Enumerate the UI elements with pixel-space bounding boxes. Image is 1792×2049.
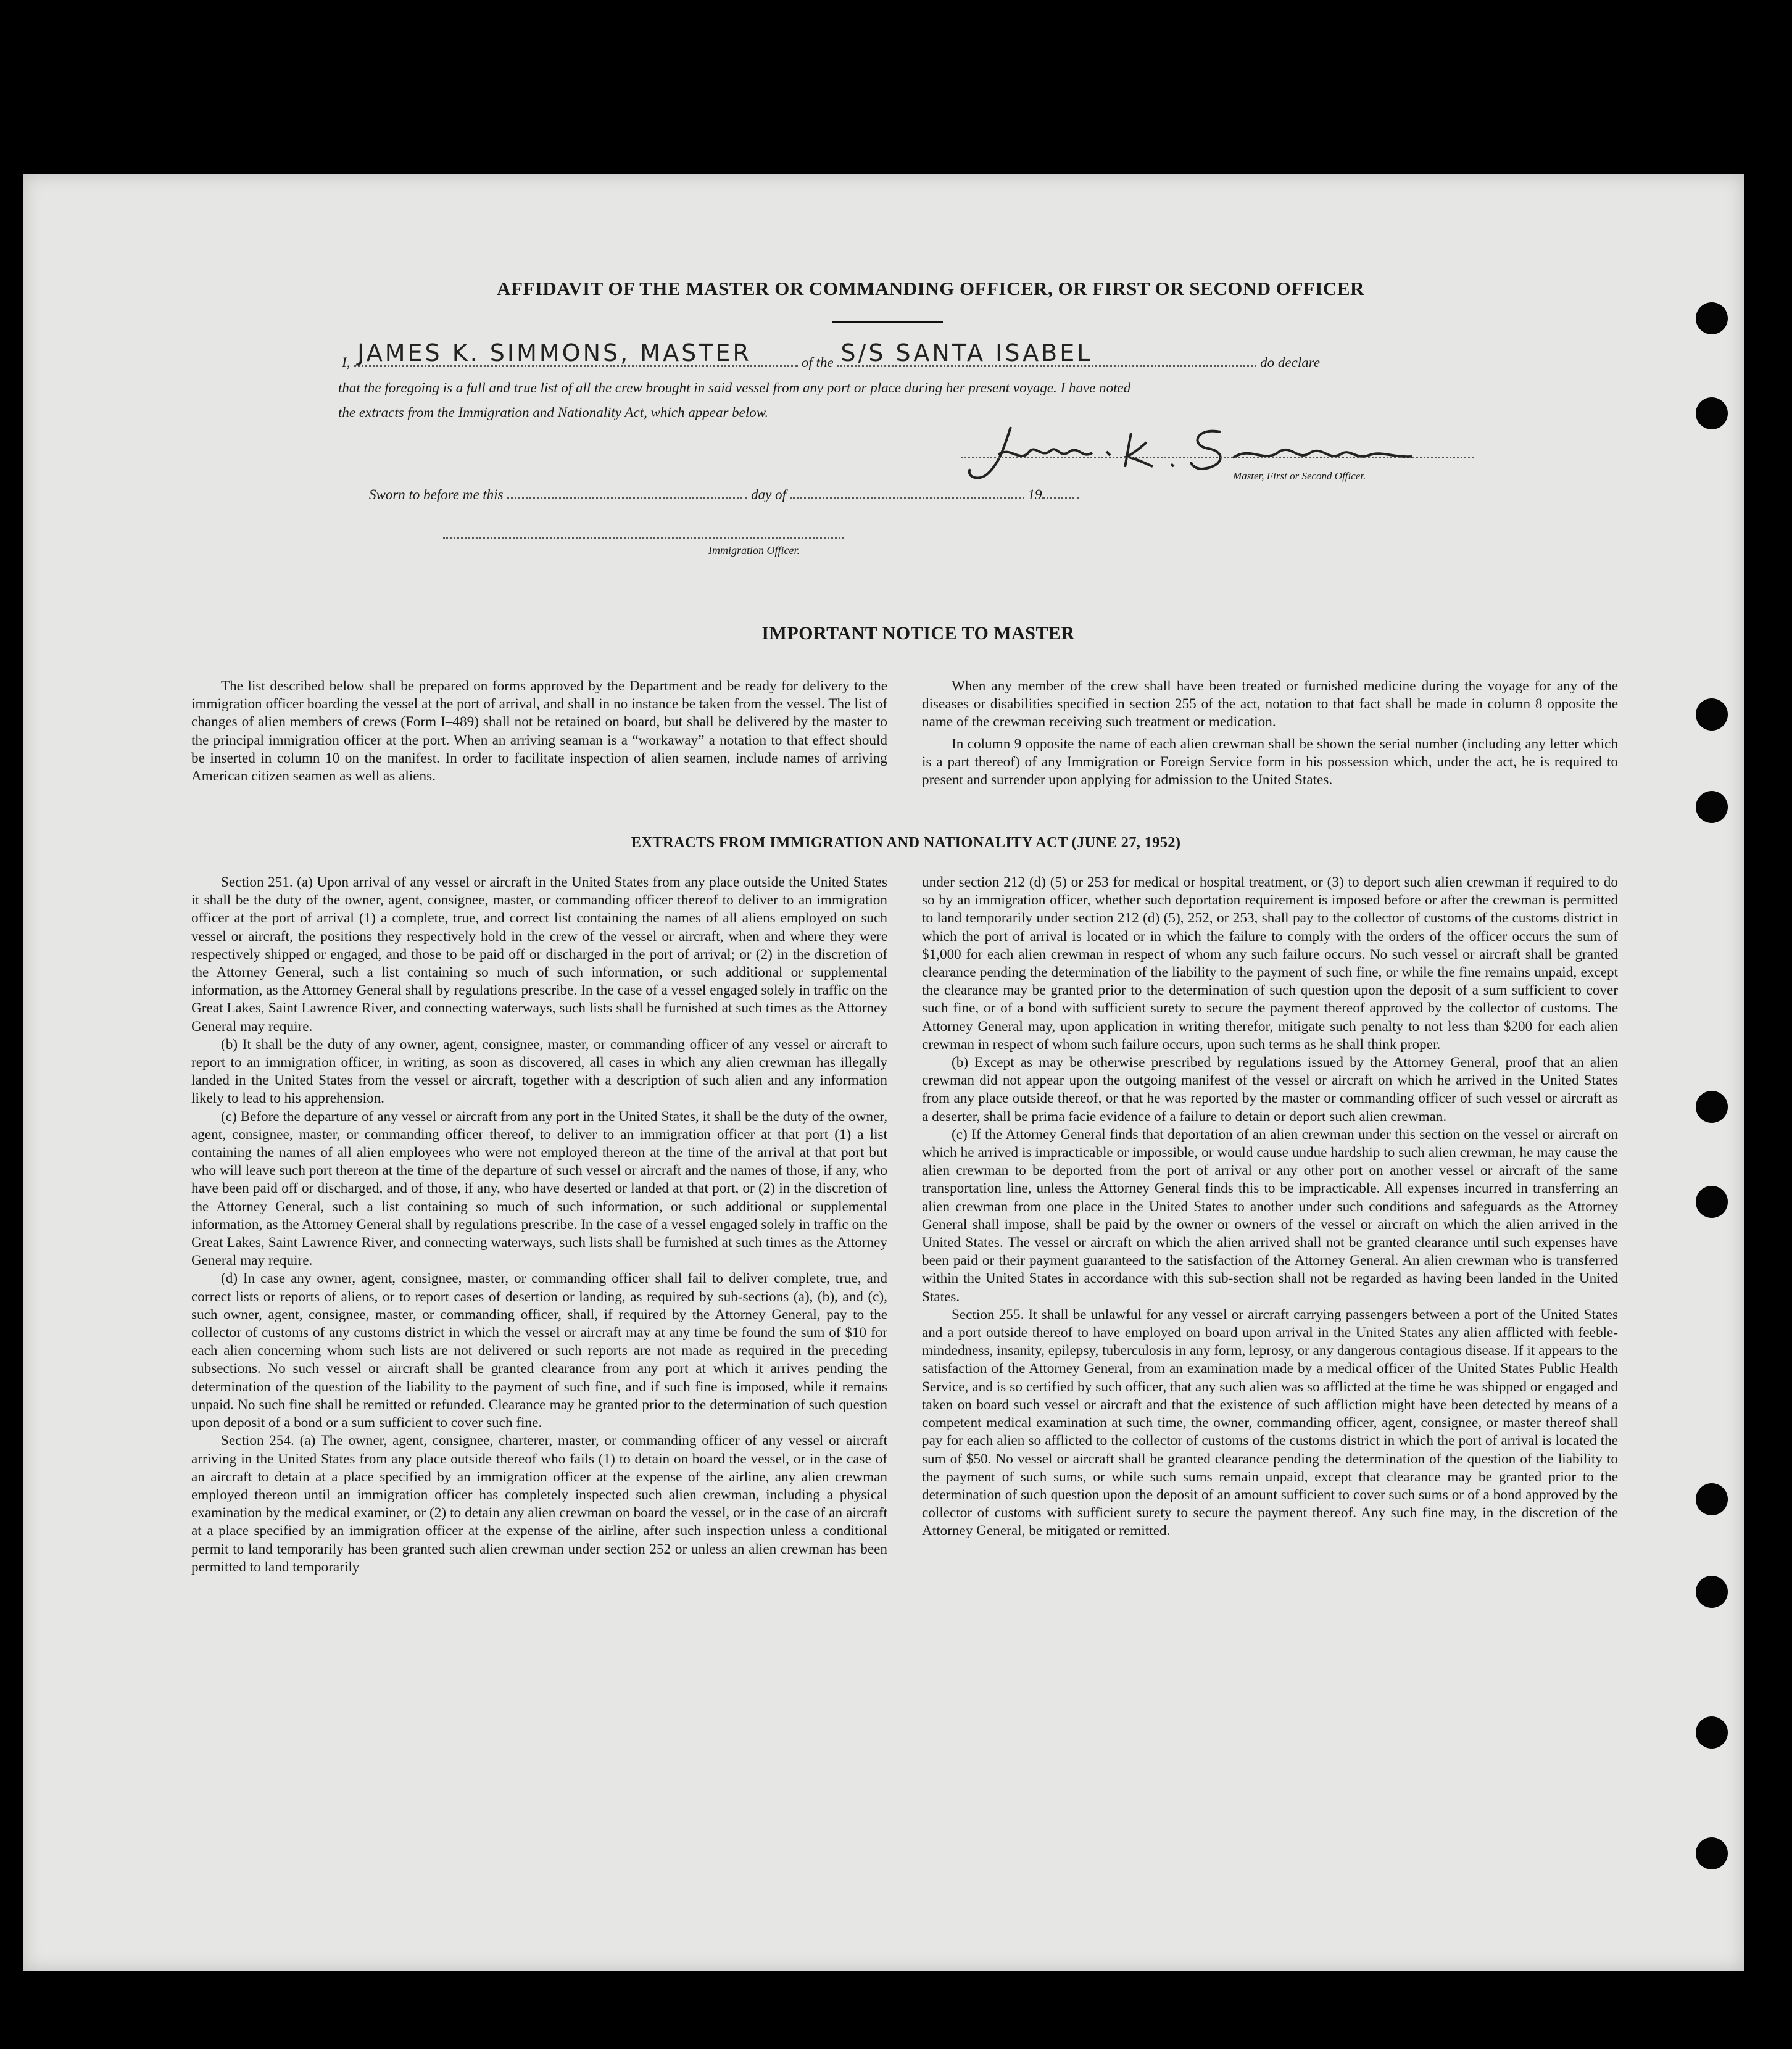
notice-title: IMPORTANT NOTICE TO MASTER — [761, 623, 1075, 644]
of-the-label: of the — [801, 355, 834, 370]
binder-hole — [1696, 302, 1728, 334]
signature-line — [961, 457, 1474, 458]
statute-paragraph: (c) If the Attorney General finds that deportation of an alien crewman under this section on the vessel or aircraft on which he arrived is impracticable or impossible, or would cause undue hardship to such alien crewman, he may cause the alien crewman to be deported from the port of arrival or any other port on another vessel or aircraft of the same transportation line, unless the Attorney General finds this to be impracticable. All expenses incurred in transferring an alien crewman from one place in the United States to another under such conditions and safeguards as the Attorney General shall impose, shall be paid by the owner or owners of the vessel or aircraft on which the alien arrived in the United States. The vessel or aircraft on which the alien arrived shall not be granted clearance until such expenses have been paid or their payment guaranteed to the satisfaction of the Attorney General. An alien crewman who is transferred within the United States in accordance with this sub-section shall not be regarded as having been landed in the United States. — [922, 1126, 1618, 1305]
vessel-name-handwritten: S/S SANTA ISABEL — [840, 339, 1093, 366]
notice-paragraph: When any member of the crew shall have been treated or furnished medicine during the voyage for any of the diseases or disabilities specified in section 255 of the act, notation to that fact shall be made in column 8 opposite the name of the crewman receiving such treatment or medication. — [922, 678, 1618, 731]
declaration-text-line-1: that the foregoing is a full and true list of all the crew brought in said vessel from any port or place during her present voyage. I have noted — [338, 380, 1131, 395]
binder-hole — [1696, 1091, 1728, 1123]
master-label: Master, — [1233, 470, 1264, 482]
sworn-line — [369, 485, 1079, 503]
signature-caption — [1233, 470, 1366, 482]
master-signature — [961, 421, 1474, 482]
binder-hole — [1696, 1576, 1728, 1608]
sworn-month-field — [790, 485, 1024, 499]
vessel-name-field — [837, 339, 1256, 367]
struck-officer-label: First or Second Officer. — [1266, 470, 1366, 482]
statute-paragraph: Section 255. It shall be unlawful for any vessel or aircraft carrying passengers between a port of the United States and a port outside thereof to have employed on board upon arrival in the United States any alien afflicted with feeble-mindedness, insanity, epilepsy, tuberculosis in any form, leprosy, or any dangerous contagious disease. If it appears to the satisfaction of the Attorney General, from an examination made by a medical officer of the United States Public Health Service, and is so certified by such officer, that any such alien was so afflicted at the time he was shipped or engaged and taken on board such vessel or aircraft and that the existence of such affliction might have been detected by means of a competent medical examination at such time, the owner, commanding officer, agent, consignee, or master thereof shall pay for each alien so afflicted to the collector of customs of the customs district in which the port of arrival is located the sum of $50. No vessel or aircraft shall be granted clearance pending the determination of the question of the liability to the payment of such sums, or while such sums remain unpaid, except that clearance may be granted prior to the determination of such question upon the deposit of an amount sufficient to cover such sums or of a bond approved by the collector of customs with sufficient surety to secure the payment thereof. Any such fine may, in the discretion of the Attorney General, be mitigated or remitted. — [922, 1306, 1618, 1539]
statute-paragraph: (c) Before the departure of any vessel or aircraft from any port in the United States, it shall be the duty of the owner, agent, consignee, master, or commanding officer thereof, to deliver to an immigration officer at that port (1) a list containing the names of all alien employees who were not employed thereon at the time of the arrival at that port but who will leave such port thereon at the time of the departure of such vessel or aircraft and the names of those, if any, who have been paid off or discharged, and of those, if any, who have deserted or landed at that port, or (2) in the discretion of the Attorney General, such a list containing so much of such information, or such additional or supplemental information, as the Attorney General shall by regulations prescribe. In the case of a vessel engaged solely in traffic on the Great Lakes, Saint Lawrence River, and connecting waterways, such lists shall be furnished at such times as the Attorney General may require. — [191, 1108, 887, 1269]
i-label: I, — [342, 355, 351, 370]
statute-paragraph: (d) In case any owner, agent, consignee, master, or commanding officer shall fail to deliver complete, true, and correct lists or reports of aliens, or to report cases of desertion or landing, as required by sub-sections (a), (b), and (c), such owner, agent, consignee, master, or commanding officer, shall, if required by the Attorney General, pay to the collector of customs of any customs district in which the vessel or aircraft may at any time be found the sum of $10 for each alien concerning whom such lists are not delivered or such reports are not made as required in the preceding subsections. No such vessel or aircraft shall be granted clearance from any port at which it arrives pending the determination of the question of the liability to the payment of such fine, and if such fine is imposed, while it remains unpaid. No such fine shall be remitted or refunded. Clearance may be granted prior to the determination of such question upon deposit of a bond or a sum sufficient to cover such fine. — [191, 1270, 887, 1431]
binder-hole — [1696, 698, 1728, 731]
year-prefix: 19 — [1027, 487, 1042, 502]
notice-paragraph: The list described below shall be prepared on forms approved by the Department and be ready for delivery to the immigration officer boarding the vessel at the port of arrival, and shall in no instance be taken from the vessel. The list of changes of alien members of crews (Form I–489) shall not be retained on board, but shall be delivered by the master to the principal immigration officer at the port. When an arriving seaman is a “workaway” a notation to that effect should be inserted in column 10 on the manifest. In order to facilitate inspection of alien seamen, include names of arriving American citizen seamen as well as aliens. — [191, 678, 887, 785]
immigration-officer-signature-line — [443, 537, 844, 539]
declaration-line — [342, 339, 1321, 371]
binder-hole — [1696, 1716, 1728, 1749]
binder-hole — [1696, 791, 1728, 823]
extracts-left-column — [191, 874, 887, 1576]
sworn-year-field — [1042, 485, 1079, 499]
document-page — [23, 174, 1744, 1971]
notice-right-column — [922, 677, 1618, 789]
declaration-text-line-2: the extracts from the Immigration and Nationality Act, which appear below. — [338, 405, 769, 420]
notice-left-column — [191, 677, 887, 785]
statute-paragraph: (b) Except as may be otherwise prescribed by regulations issued by the Attorney General, proof that an alien crewman did not appear upon the outgoing manifest of the vessel or aircraft on which he arrived in the United States from any place outside thereof, or that he was reported by the master or commanding officer of such vessel or aircraft as a deserter, shall be prima facie evidence of a failure to detain or deport such alien crewman. — [922, 1054, 1618, 1125]
statute-paragraph: under section 212 (d) (5) or 253 for medical or hospital treatment, or (3) to deport such alien crewman if required to do so by an immigration officer, whether such deportation requirement is imposed before or after the crewman is permitted to land temporarily under section 212 (d) (5), 252, or 253, shall pay to the collector of customs of the customs district in which the port of arrival is located or in which the failure to comply with the orders of the officer occurs the sum of $1,000 for each alien crewman in respect of whom any such failure occurs. No such vessel or aircraft shall be granted clearance pending the determination of the liability to the payment of such fine, or while the fine remains unpaid, except the clearance may be granted prior to the determination of such question upon the deposit of a sum sufficient to cover such fine, or of a bond with sufficient surety to secure the payment thereof approved by the collector of customs. The Attorney General may, upon application in writing therefor, mitigate such penalty to not less than $200 for each alien crewman in respect of whom such failure occurs, upon such terms as he shall think proper. — [922, 874, 1618, 1053]
master-name-field — [354, 339, 798, 367]
master-name-handwritten: JAMES K. SIMMONS, MASTER — [357, 339, 752, 366]
sworn-day-field — [507, 485, 747, 499]
extracts-right-column — [922, 874, 1618, 1541]
affidavit-title: AFFIDAVIT OF THE MASTER OR COMMANDING OFFICER, OR FIRST OR SECOND OFFICER — [497, 278, 1364, 299]
sworn-before-label: Sworn to before me this — [369, 487, 504, 502]
statute-paragraph: (b) It shall be the duty of any owner, agent, consignee, master, or commanding officer of any vessel or aircraft to report to an immigration officer, in writing, as soon as discovered, all cases in which any alien crewman has illegally landed in the United States from the vessel or aircraft, together with a description of such alien and any information likely to lead to his apprehension. — [191, 1036, 887, 1107]
day-of-label: day of — [751, 487, 786, 502]
immigration-officer-label: Immigration Officer. — [708, 544, 800, 557]
notice-paragraph: In column 9 opposite the name of each alien crewman shall be shown the serial number (including any letter which is a part thereof) of any Immigration or Foreign Service form in his possession which, under the act, he is required to present and surrender upon applying for admission to the United States. — [922, 735, 1618, 789]
binder-hole — [1696, 397, 1728, 429]
statute-paragraph: Section 254. (a) The owner, agent, consignee, charterer, master, or commanding officer of any vessel or aircraft arriving in the United States from any place outside thereof who fails (1) to detain on board the vessel, or in the case of an aircraft to detain at a place specified by an immigration officer at the expense of the airline, any alien crewman employed thereon until an immigration officer has completely inspected such alien crewman, including a physical examination by the medical examiner, or (2) to detain any alien crewman on board the vessel, or in the case of an aircraft at a place specified by an immigration officer at the expense of the airline, after such inspection unless a conditional permit to land temporarily has been granted such alien crewman under section 252 or unless an alien crewman has been permitted to land temporarily — [191, 1433, 887, 1575]
do-declare-label: do declare — [1260, 355, 1321, 370]
binder-hole — [1696, 1837, 1728, 1869]
binder-hole — [1696, 1186, 1728, 1218]
title-divider — [832, 321, 943, 323]
extracts-title: EXTRACTS FROM IMMIGRATION AND NATIONALITY ACT (JUNE 27, 1952) — [631, 834, 1181, 851]
statute-paragraph: Section 251. (a) Upon arrival of any vessel or aircraft in the United States from any place outside the United States it shall be the duty of the owner, agent, consignee, master, or commanding officer thereof to deliver to an immigration officer at the port of arrival (1) a complete, true, and correct list containing the names of all aliens employed on such vessel or aircraft, the positions they respectively hold in the crew of the vessel or aircraft, when and where they were respectively shipped or engaged, and those to be paid off or discharged in the port of arrival; or (2) in the discretion of the Attorney General, such a list containing so much of such information, or such additional or supplemental information, as the Attorney General shall by regulations prescribe. In the case of a vessel engaged solely in traffic on the Great Lakes, Saint Lawrence River, and connecting waterways, such lists shall be furnished at such times as the Attorney General may require. — [191, 874, 887, 1035]
binder-hole — [1696, 1483, 1728, 1515]
